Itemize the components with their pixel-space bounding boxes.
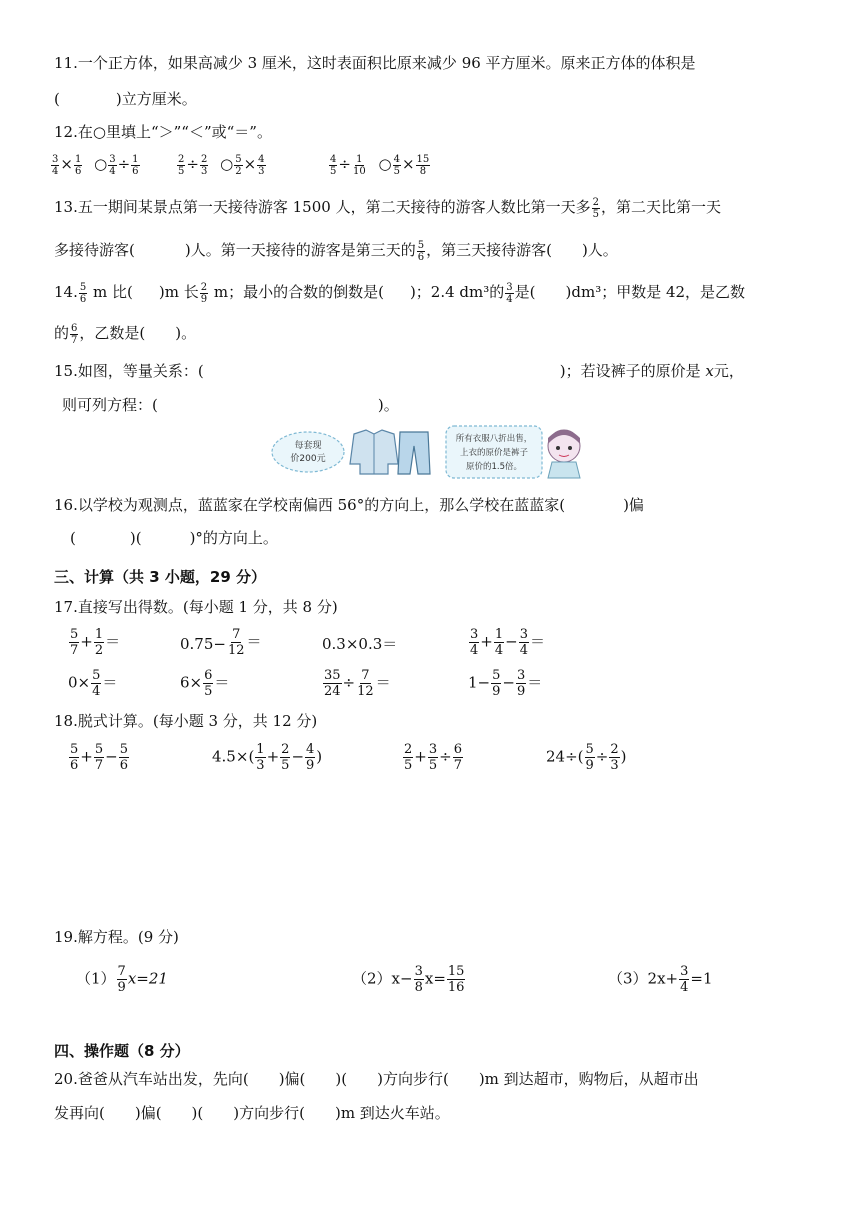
q15-line2: 则可列方程：( )。 xyxy=(62,396,399,414)
q17-title: 17.直接写出得数。(每小题 1 分，共 8 分) xyxy=(54,598,338,616)
sale-note-bubble xyxy=(446,426,542,478)
q18-title: 18.脱式计算。(每小题 3 分，共 12 分) xyxy=(54,712,318,730)
price-cloud-bubble xyxy=(272,432,344,472)
q14-line1: 14. $\frac{5}{6}$ m 比( )m 长 $\frac{2}{9}$ m；最小的合数的倒数是( )；2.4 dm³的 $\frac{3}{4}$ 是( )dm³；甲数是 42，是乙数 xyxy=(54,281,746,305)
svg-text:价200元: 价200元 xyxy=(290,454,326,464)
q14-line2: 的 $\frac{6}{7}$ ，乙数是( )。 xyxy=(54,322,197,346)
q17-row2: 0× $\frac{5}{4}$ ＝ 6× $\frac{6}{5}$ ＝ $\frac{35}{24}$ ÷ $\frac{7}{12}$ ＝ 1− $\frac{5}{9}$ − $\frac{3}{9}$ ＝ xyxy=(68,668,543,699)
svg-text:每套现: 每套现 xyxy=(294,441,322,451)
q17-row1: $\frac{5}{7}$ + $\frac{1}{2}$ ＝ 0.75− $\frac{7}{12}$ ＝ 0.3×0.3＝ $\frac{3}{4}$ + $\frac{1}{4}$ − $\frac{3}{4}$ ＝ xyxy=(70,627,546,658)
q20-line2: 发再向( )偏( )( )方向步行( )m 到达火车站。 xyxy=(54,1104,450,1122)
q13-line1: 13.五一期间某景点第一天接待游客 1500 人，第二天接待的游客人数比第一天多 $\frac{2}{5}$ ，第二天比第一天 xyxy=(54,196,721,220)
q13-line2: 多接待游客( )人。第一天接待的游客是第三天的 $\frac{5}{6}$ ，第三天接待游客( )人。 xyxy=(54,239,618,263)
pants-icon xyxy=(398,432,430,474)
girl-icon xyxy=(548,430,580,478)
q19-equations: （1） $\frac{7}{9}$ x=21 （2）x− $\frac{3}{8}$ x= $\frac{15}{16}$ （3）2x+ $\frac{3}{4}$ =1 xyxy=(76,964,713,995)
q19-title: 19.解方程。(9 分) xyxy=(54,928,179,946)
q16-line1: 16.以学校为观测点，蓝蓝家在学校南偏西 56°的方向上，那么学校在蓝蓝家( )偏 xyxy=(54,496,644,514)
section-3-heading: 三、计算（共 3 小题，29 分） xyxy=(54,568,266,586)
q12-title: 12.在○里填上“＞”“＜”或“＝”。 xyxy=(54,123,272,141)
svg-text:上衣的原价是裤子: 上衣的原价是裤子 xyxy=(459,448,529,458)
q12-exprs: $\frac{3}{4}$ × $\frac{1}{6}$ ○ $\frac{3}{4}$ ÷ $\frac{1}{6}$ $\frac{2}{5}$ ÷ $\frac{2}{3}$ ○ $\frac{5}{2}$ × $\frac{4}{3}$ $\frac{4}{5}$ ÷ $\frac{1}{10}$ ○ $\frac{4}{5}$ × $\frac{15}{8}$ xyxy=(52,153,430,177)
q20-line1: 20.爸爸从汽车站出发，先向( )偏( )( )方向步行( )m 到达超市，购物后，从超市出 xyxy=(54,1070,699,1088)
q11-line1: 11.一个正方体，如果高减少 3 厘米，这时表面积比原来减少 96 平方厘米。原来正方体的体积是 xyxy=(54,54,696,72)
q16-line2: ( )( )°的方向上。 xyxy=(70,529,278,547)
q11-line2: ( )立方厘米。 xyxy=(54,90,197,108)
section-4-heading: 四、操作题（8 分） xyxy=(54,1042,190,1060)
svg-text:所有衣服八折出售，: 所有衣服八折出售， xyxy=(455,434,533,444)
jacket-icon xyxy=(350,430,398,474)
q15-line1: 15.如图，等量关系：( )；若设裤子的原价是 x元， xyxy=(54,362,744,380)
svg-text:原价的1.5倍。: 原价的1.5倍。 xyxy=(465,462,523,472)
q15-illustration xyxy=(270,424,590,480)
q18-exprs: $\frac{5}{6}$ + $\frac{5}{7}$ − $\frac{5}{6}$ 4.5×( $\frac{1}{3}$ + $\frac{2}{5}$ − $\frac{4}{9}$ ) $\frac{2}{5}$ + $\frac{3}{5}$ ÷ $\frac{6}{7}$ 24÷( $\frac{5}{9}$ ÷ $\frac{2}{3}$ ) xyxy=(70,742,627,773)
